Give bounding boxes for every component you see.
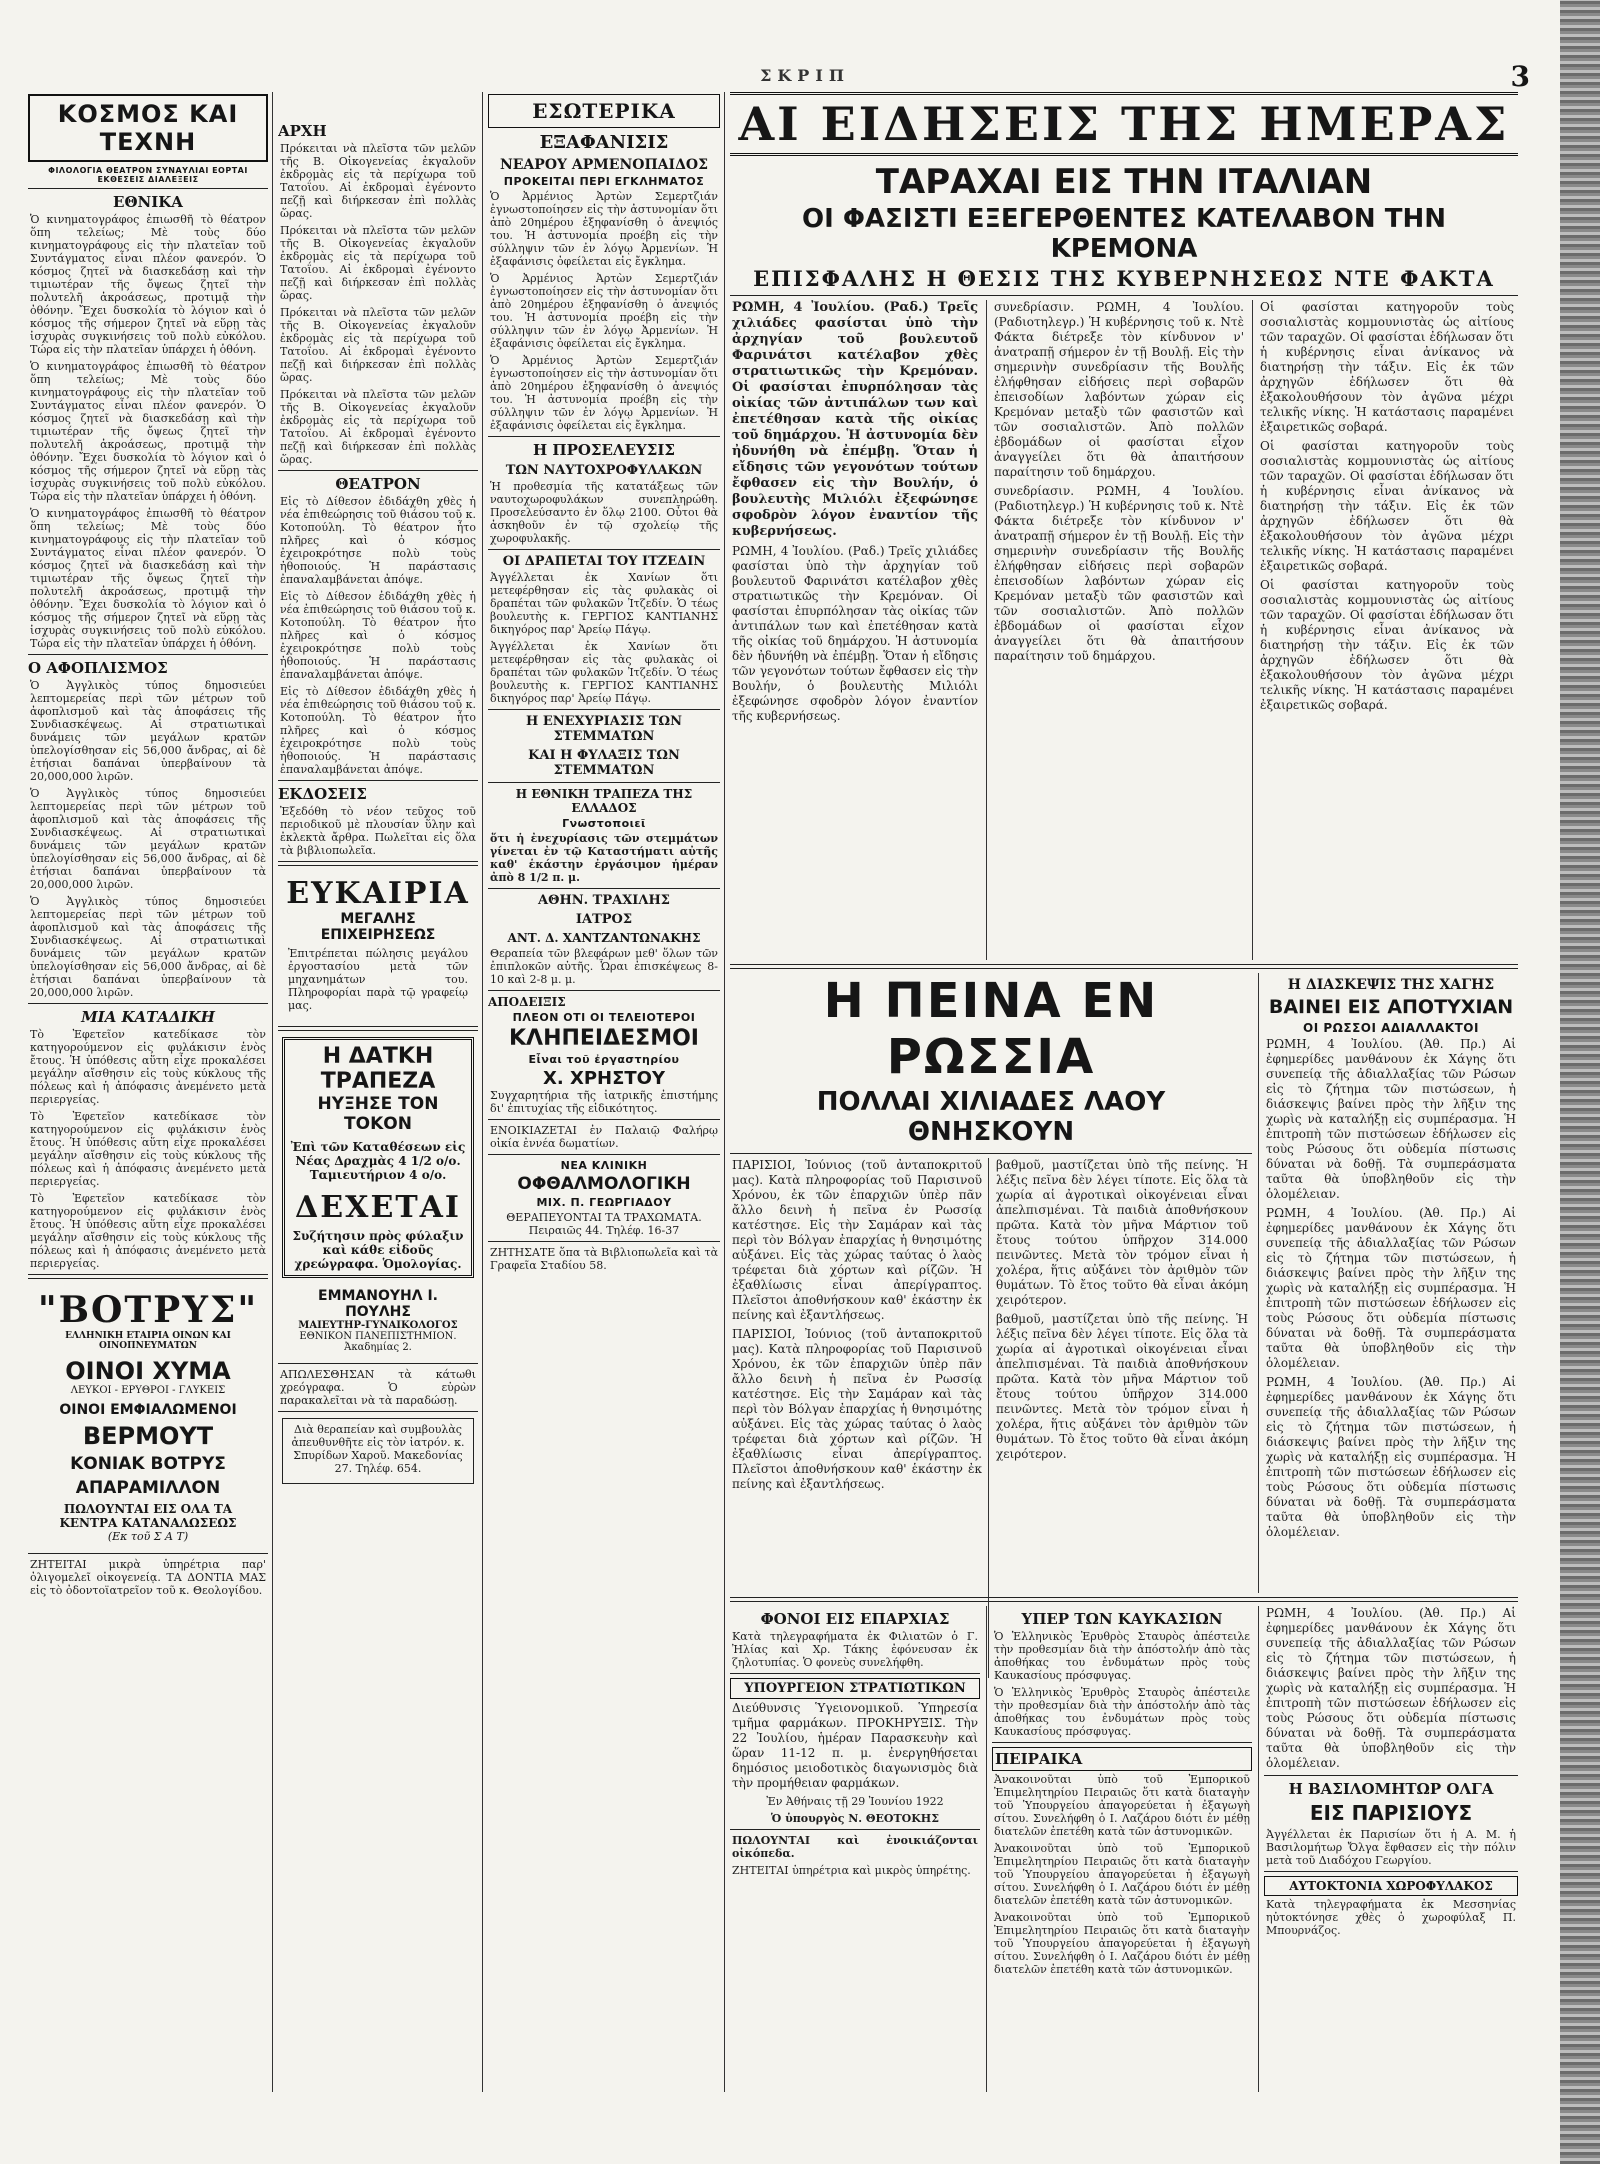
kauk-title: ΥΠΕΡ ΤΩΝ ΚΑΥΚΑΣΙΩΝ [1021, 1610, 1223, 1628]
autok-title: ΑΥΤΟΚΤΟΝΙΑ ΧΩΡΟΦΥΛΑΚΟΣ [1264, 1876, 1518, 1896]
famine-text-a2: ΠΑΡΙΣΙΟΙ, Ἰούνιος (τοῦ ἀνταποκριτοῦ μας). Κατὰ πληροφορίας τοῦ Παρισινοῦ Χρόνου, ἐκ τῶν ἐπαρχιῶν ὑπὲρ πᾶν ἄλλο δεινὴ ἡ πεῖνα ἐν Ρωσσίᾳ κατέστησε. Εἰς τὴν Σαμάραν καὶ τὰς περὶ τὸν Βόλγαν ἐπαρχίας ἡ θνησιμότης αὐξάνει. Εἰς τὰς χώρας ταύτας ὁ λαὸς τρέφεται διὰ χόρτων καὶ ρίζῶν. Ἡ ἐξαθλίωσις εἶναι ἀπερίγραπτος. Πλεῖστοι ἀποθνήσκουν καθ' ἑκάστην ἐκ πείνης καὶ ἐξαντλήσεως. [732, 1327, 982, 1491]
enoik-text: ΕΝΟΙΚΙΑΖΕΤΑΙ ἐν Παλαιῷ Φαλήρῳ οἰκία ἐννέα δωματίων. [490, 1124, 718, 1150]
trapeza-title: Η ΔΑΤΚΗ ΤΡΑΠΕΖΑ [320, 1044, 436, 1094]
famine-col-b [994, 1158, 1250, 1466]
eukairia-ad [282, 872, 474, 1020]
masthead-fragment: ΣΚΡΙΠ [760, 66, 850, 85]
botrys-line6: ΑΠΑΡΑΜΙΛΛΟΝ [75, 1478, 221, 1498]
vas-title: Η ΒΑΣΙΛΟΜΗΤΩΡ ΟΛΓΑ [1288, 1780, 1494, 1798]
hague-title: Η ΔΙΑΣΚΕΨΙΣ ΤΗΣ ΧΑΓΗΣ [1287, 977, 1495, 993]
foni-title: ΦΟΝΟΙ ΕΙΣ ΕΠΑΡΧΙΑΣ [760, 1610, 950, 1628]
iatros-text: Θεραπεία τῶν βλεφάρων μεθ' ὅλων τῶν ἐπιπλοκῶν αὐτῆς. Ὧραι ἐπισκέψεως 8-10 καὶ 2-8 μ. μ. [490, 947, 718, 986]
oftal-text: ΘΕΡΑΠΕΥΟΝΤΑΙ ΤΑ ΤΡΑΧΩΜΑΤΑ. Πειραιῶς 44. Τηλέφ. 16-37 [506, 1211, 702, 1237]
iatros-title: ΙΑΤΡΟΣ [575, 912, 633, 927]
italy-text-a: ΡΩΜΗ, 4 Ἰουλίου. (Ραδ.) Τρεῖς χιλιάδες φασίσται ὑπὸ τὴν ἀρχηγίαν τοῦ βουλευτοῦ Φαρινάτσι κατέλαβον χθὲς στρατιωτικῶς τὴν Κρεμόναν. Οἱ φασίσται ἐπυρπόλησαν τὰς οἰκίας τῶν ἀντιπάλων των καὶ ἐπετέθησαν κατὰ τῆς οἰκίας τοῦ δημάρχου. Ἡ ἀστυνομία δὲν ἠδυνήθη νὰ ἐπέμβῃ. Ὅταν ἡ εἴδησις τῶν γεγονότων τούτων ἔφθασεν εἰς τὴν Βουλήν, ὁ βουλευτὴς Μιλιόλι ἐξεφώνησε σφοδρὸν λόγον ἐναντίον τῆς κυβερνήσεως. [732, 300, 978, 539]
foni-text: Κατὰ τηλεγραφήματα ἐκ Φιλιατῶν ὁ Γ. Ἠλίας καὶ Χρ. Τάκης ἐφόνευσαν ἐκ ζηλοτυπίας. Ὁ φονεὺς συνελήφθη. [732, 1630, 978, 1669]
ex-text: Ὁ Ἀρμένιος Ἀρτὼν Σεμερτζιάν ἐγνωστοποίησεν εἰς τὴν ἀστυνομίαν ὅτι ἀπὸ 20ημέρου ἐξηφανίσθη ὁ ἀνεψιός του. Ἡ ἀστυνομία προέβη εἰς τὴν σύλληψιν τῶν ἐν λόγῳ Ἀρμενίων. Ἡ ἐξαφάνισις ὀφείλεται εἰς ἔγκλημα. [490, 190, 718, 268]
news-block [730, 92, 1518, 2092]
famine-section [730, 973, 1518, 1593]
famine-text-b: βαθμοῦ, μαστίζεται ὑπὸ τῆς πείνης. Ἡ λέξις πεῖνα δὲν λέγει τίποτε. Εἰς ὅλα τὰ χωρία αἱ ἀγροτικαὶ οἰκογένειαι εἶναι ἀπελπισμέναι. Τὰ παιδιὰ ἀποθνήσκουν πρῶτα. Κατὰ τὸν μῆνα Μάρτιον τοῦ ἔτους τούτου ὑπῆρχον 314.000 πεινῶντες. Μετὰ τὸν τρόμον εἶναι ἡ χολέρα, ἥτις αὐξάνει τὸν ἀριθμὸν τῶν θυμάτων. Τὸ ἔτος τοῦτο θὰ εἶναι ἀκόμη χειρότερον. [996, 1158, 1248, 1307]
bottom-col-b [992, 1606, 1252, 1980]
italy-col-c [1258, 300, 1516, 717]
ypourg-text: Διεύθυνσις Ὑγειονομικοῦ. Ὑπηρεσία τμῆμα φαρμάκων. ΠΡΟΚΗΡΥΞΙΣ. Τὴν 22 Ἰουλίου, ἡμέραν Παρασκευὴν καὶ ὥραν 11-12 π. μ. ἐνεργηθήσεται δημόσιος μειοδοτικὸς διαγωνισμὸς διὰ τὴν προμήθειαν φαρμάκων. [732, 1701, 978, 1790]
drap-title: ΟΙ ΔΡΑΠΕΤΑΙ ΤΟΥ ΙΤΖΕΔΙΝ [502, 554, 706, 569]
pros-text: Ἡ προθεσμία τῆς κατατάξεως τῶν ναυτοχωροφυλάκων συνεπληρώθη. Προσελεύσαντο ἐν ὅλῳ 2100. Οὗτοι θὰ ἀσκηθοῦν ἐν τῷ σχολείῳ τῆς χωροφυλακῆς. [490, 480, 718, 545]
famine-article [730, 973, 1252, 1678]
bottom-ad-text: Διὰ θεραπείαν καὶ συμβουλὰς ἀπευθυνθῆτε εἰς τὸν ἰατρόν. κ. Σπυρίδων Χαροῦ. Μακεδονίας 27. Τηλέφ. 654. [291, 1423, 465, 1475]
botrys-title: "ΒΟΤΡΥΣ" [37, 1289, 259, 1331]
ex-title: ΕΞΑΦΑΝΙΣΙΣ [539, 132, 669, 153]
vas-text: Ἀγγέλλεται ἐκ Παρισίων ὅτι ἡ Α. Μ. ἡ Βασιλομήτωρ Ὄλγα ἔφθασεν εἰς τὴν πόλιν μετὰ τοῦ Διαδόχου Γεωργίου. [1266, 1828, 1516, 1867]
newspaper-page [28, 92, 1518, 2092]
kauk-text2: Ὁ Ἑλληνικὸς Ἐρυθρὸς Σταυρὸς ἀπέστειλε τὴν προθεσμίαν διὰ τὴν ἀπόστολήν ἀπὸ τὰς ἀποθήκας του ἐνδυμάτων πρὸς τοὺς Καυκασίους πρόσφυγας. [994, 1686, 1250, 1738]
famine-col-a [730, 1158, 984, 1496]
ethnika-text-cont2: Ὁ κινηματογράφος ἐπιωσθῆ τὸ θέατρον ὅπη τελείως; Μὲ τοὺς δύο κινηματογράφους εἰς τὴν πλατεῖαν τοῦ Συντάγματος εἶναι πλέον φανερόν. Ὁ κόσμος ζητεῖ νὰ διασκεδάσῃ καὶ τὴν τιμιωτέραν τῆς ὄψεως ζητεῖ τὴν πολυτελῆ ἀκροάσεως, προτιμᾷ τὴν ὀθόνην. Ἔχει δυσκολία τὸ λόγιον καὶ ὁ κόσμος τῆς σήμερον ζητεῖ νὰ εὕρῃ τὰς ἰσχυρὰς συγκινήσεις τοῦ πολὺ εὐκόλου. Τώρα εἰς τὴν πλατεῖαν ὑπάρχει ἡ ὁθόνη. [30, 507, 266, 650]
news-banner: ΑΙ ΕΙΔΗΣΕΙΣ ΤΗΣ ΗΜΕΡΑΣ [730, 92, 1518, 156]
doctor-ad [282, 1284, 474, 1357]
apoleisthosan-text: ΑΠΩΛΕΣΘΗΣΑΝ τὰ κάτωθι χρεόγραφα. Ὁ εὑρὼν παρακαλεῖται νὰ τὰ παραδώσῃ. [280, 1368, 476, 1407]
trapeza-notice-sub: Γνωστοποιεῖ [562, 817, 646, 830]
italy-text-a2: ΡΩΜΗ, 4 Ἰουλίου. (Ραδ.) Τρεῖς χιλιάδες φασίσται ὑπὸ τὴν ἀρχηγίαν τοῦ βουλευτοῦ Φαρινάτσι κατέλαβον χθὲς στρατιωτικῶς τὴν Κρεμόναν. Οἱ φασίσται ἐπυρπόλησαν τὰς οἰκίας τῶν ἀντιπάλων των καὶ ἐπετέθησαν κατὰ τῆς οἰκίας τοῦ δημάρχου. Ἡ ἀστυνομία δὲν ἠδυνήθη νὰ ἐπέμβῃ. Ὅταν ἡ εἴδησις τῶν γεγονότων τούτων ἔφθασεν εἰς τὴν Βουλήν, ὁ βουλευτὴς Μιλιόλι ἐξεφώνησε σφοδρὸν λόγον ἐναντίον τῆς κυβερνήσεως. [732, 544, 978, 723]
kleip-name: Χ. ΧΡΗΣΤΟΥ [542, 1068, 666, 1089]
ex-title2: ΝΕΑΡΟΥ ΑΡΜΕΝΟΠΑΙΔΟΣ [499, 157, 709, 173]
eukairia-title: ΕΥΚΑΙΡΙΑ [286, 876, 470, 911]
trapeza-sub: ΗΥΞΗΣΕ ΤΟΝ ΤΟΚΟΝ [317, 1094, 439, 1134]
ex-text-cont2: Ὁ Ἀρμένιος Ἀρτὼν Σεμερτζιάν ἐγνωστοποίησεν εἰς τὴν ἀστυνομίαν ὅτι ἀπὸ 20ημέρου ἐξηφανίσθη ὁ ἀνεψιός του. Ἡ ἀστυνομία προέβη εἰς τὴν σύλληψιν τῶν ἐν λόγῳ Ἀρμενίων. Ἡ ἐξαφάνισις ὀφείλεται εἰς ἔγκλημα. [490, 354, 718, 432]
ekdoseis-text: Ἐξεδόθη τὸ νέον τεῦχος τοῦ περιοδικοῦ μὲ πλουσίαν ὕλην καὶ ἐκλεκτὰ ἄρθρα. Πωλεῖται εἰς ὅλα τὰ βιβλιοπωλεῖα. [280, 805, 476, 857]
zhteitai2-text: ΖΗΤΕΙΤΑΙ ὑπηρέτρια καὶ μικρὸς ὑπηρέτης. [732, 1864, 971, 1877]
hague-cont: ΡΩΜΗ, 4 Ἰουλίου. (Ἀθ. Πρ.) Αἱ ἐφημερίδες μανθάνουν ἐκ Χάγης ὅτι συνεπείᾳ τῆς ἀδιαλλαξίας τῶν Ρώσων εἰς τὸ ζήτημα τῶν πιστώσεων, ἡ διάσκεψις βαίνει πρὸς τὴν λῆξιν της χωρὶς νὰ καταλήξῃ εἰς συμπέρασμα. Ἡ ἐπιτροπὴ τῶν πιστώσεων ἐδήλωσεν εἰς τοὺς Ρώσους ὅτι οὐδεμία πίστωσις δύναται νὰ δοθῇ. Τὰ συμπεράσματα ταῦτα θὰ ὑποβληθοῦν εἰς τὴν ὁλομέλειαν. [1266, 1606, 1516, 1770]
botrys-line1: ΟΙΝΟΙ ΧΥΜΑ [65, 1357, 231, 1385]
famine-columns [730, 1158, 1252, 1678]
botrys-line4: ΒΕΡΜΟΥΤ [82, 1422, 214, 1450]
eukairia-text: Ἐπιτρέπεται πώλησις μεγάλου ἐργοστασίου μετὰ τῶν μηχανημάτων του. Πληροφορίαι παρὰ τῷ γραφείῳ μας. [288, 947, 468, 1012]
bottom-ad-col2 [282, 1418, 474, 1484]
doctor-sub: ΜΑΙΕΥΤΗΡ-ΓΥΝΑΙΚΟΛΟΓΟΣ [298, 1320, 458, 1331]
kleip-text: Συγχαρητήρια τῆς ἰατρικῆς ἐπιστήμης δι' ἐπιτυχίας τῆς εἰδικότητος. [490, 1089, 718, 1115]
katadikh-text-cont2: Τὸ Ἐφετεῖον κατεδίκασε τὸν κατηγορούμενον εἰς φυλάκισιν ἑνὸς ἔτους. Ἡ ὑπόθεσις αὕτη εἶχε προκαλέσει μεγάλην αἴσθησιν εἰς τοὺς κύκλους τῆς πόλεως καὶ ἡ ἀπόφασις ἀνεμένετο μετὰ περιεργείας. [30, 1192, 266, 1270]
section-subtitle: ΦΙΛΟΛΟΓΙΑ ΘΕΑΤΡΟΝ ΣΥΝΑΥΛΙΑΙ ΕΟΡΤΑΙ ΕΚΘΕΣΕΙΣ ΔΙΑΛΕΞΕΙΣ [48, 166, 248, 184]
hague-article [1264, 973, 1518, 1544]
section-title-kosmos: ΚΟΣΜΟΣ ΚΑΙ ΤΕΧΝΗ [28, 94, 268, 162]
afoplismos-title: Ο ΑΦΟΠΛΙΣΜΟΣ [28, 659, 168, 677]
botrys-sub: ΕΛΛΗΝΙΚΗ ΕΤΑΙΡΙΑ ΟΙΝΩΝ ΚΑΙ ΟΙΝΟΠΝΕΥΜΑΤΩΝ [65, 1331, 231, 1351]
afoplismos-text-cont2: Ὁ Ἀγγλικὸς τύπος δημοσιεύει λεπτομερείας περὶ τῶν μέτρων τοῦ ἀφοπλισμοῦ καὶ τὰς ἀποφάσεις τῆς Συνδιασκέψεως. Αἱ στρατιωτικαὶ δυνάμεις τῶν μεγάλων κρατῶν ὑπελογίσθησαν εἰς 56,000 ἄνδρας, αἱ δὲ ἐτήσιαι δαπάναι ὑπερβαίνουν τὰ 20,000,000 λιρῶν. [30, 895, 266, 999]
iatros-name2: ΑΝΤ. Δ. ΧΑΝΤΖΑΝΤΩΝΑΚΗΣ [507, 931, 701, 945]
klinikh-title: ΝΕΑ ΚΛΙΝΙΚΗ [560, 1159, 648, 1172]
ethnika-text-cont: Ὁ κινηματογράφος ἐπιωσθῆ τὸ θέατρον ὅπη τελείως; Μὲ τοὺς δύο κινηματογράφους εἰς τὴν πλατεῖαν τοῦ Συντάγματος εἶναι πλέον φανερόν. Ὁ κόσμος ζητεῖ νὰ διασκεδάσῃ καὶ τὴν τιμιωτέραν τῆς ὄψεως ζητεῖ τὴν πολυτελῆ ἀκροάσεως, προτιμᾷ τὴν ὀθόνην. Ἔχει δυσκολία τὸ λόγιον καὶ ὁ κόσμος τῆς σήμερον ζητεῖ νὰ εὕρῃ τὰς ἰσχυρὰς συγκινήσεις τοῦ πολὺ εὐκόλου. Τώρα εἰς τὴν πλατεῖαν ὑπάρχει ἡ ὁθόνη. [30, 360, 266, 503]
apodeixis-sub: ΠΛΕΟΝ ΟΤΙ ΟΙ ΤΕΛΕΙΟΤΕΡΟΙ [512, 1011, 696, 1024]
hague-sub: ΒΑΙΝΕΙ ΕΙΣ ΑΠΟΤΥΧΙΑΝ [1268, 996, 1514, 1018]
ypourg-title: ΥΠΟΥΡΓΕΙΟΝ ΣΤΡΑΤΙΩΤΙΚΩΝ [730, 1678, 980, 1699]
italy-h3: ΕΠΙΣΦΑΛΗΣ Η ΘΕΣΙΣ ΤΗΣ ΚΥΒΕΡΝΗΣΕΩΣ ΝΤΕ ΦΑΚΤΑ [753, 266, 1495, 291]
famine-title: Η ΠΕΙΝΑ ΕΝ ΡΩΣΣΙΑ [823, 973, 1159, 1085]
hague-text: ΡΩΜΗ, 4 Ἰουλίου. (Ἀθ. Πρ.) Αἱ ἐφημερίδες μανθάνουν ἐκ Χάγης ὅτι συνεπείᾳ τῆς ἀδιαλλαξίας τῶν Ρώσων εἰς τὸ ζήτημα τῶν πιστώσεων, ἡ διάσκεψις βαίνει πρὸς τὴν λῆξιν της χωρὶς νὰ καταλήξῃ εἰς συμπέρασμα. Ἡ ἐπιτροπὴ τῶν πιστώσεων ἐδήλωσεν εἰς τοὺς Ρώσους ὅτι οὐδεμία πίστωσις δύναται νὰ δοθῇ. Τὰ συμπεράσματα ταῦτα θὰ ὑποβληθοῦν εἰς τὴν ὁλομέλειαν. [1266, 1037, 1516, 1201]
italy-text-c: Οἱ φασίσται κατηγοροῦν τοὺς σοσιαλιστὰς κομμουνιστὰς ὡς αἰτίους τῶν ταραχῶν. Οἱ φασίσται ἐδήλωσαν ὅτι ἡ κυβέρνησις εἶναι ἀνίκανος νὰ διατηρήσῃ τὴν τάξιν. Εἰς ἐκ τῶν ἀρχηγῶν ἐδήλωσεν ὅτι θὰ ἐξακολουθήσουν τὸν ἀγῶνα μέχρι τελικῆς νίκης. Ἡ κατάστασις παραμένει ἐξαιρετικῶς σοβαρά. [1260, 300, 1514, 434]
famine-sub: ΠΟΛΛΑΙ ΧΙΛΙΑΔΕΣ ΛΑΟΥ ΘΝΗΣΚΟΥΝ [816, 1087, 1166, 1147]
column-3 [488, 92, 720, 2092]
italy-text-b2: συνεδρίασιν. ΡΩΜΗ, 4 Ἰουλίου. (Ραδιοτηλεγρ.) Ἡ κυβέρνησις τοῦ κ. Ντὲ Φάκτα διέτρεξε τὸν κίνδυνον ν' ἀνατραπῇ σήμερον ἐν τῇ Βουλῇ. Εἰς τὴν σημερινὴν συνεδρίασιν τῆς Βουλῆς ἐλήφθησαν εἰδήσεις περὶ σοβαρῶν ἐπεισοδίων λαβόντων χώραν εἰς Κρεμόναν μεταξὺ τῶν φασιστῶν καὶ τῶν σοσιαλιστῶν. Ἀπὸ πολλῶν ἐβδομάδων οἱ φασίσται εἶχον ἀναγγείλει ὅτι θὰ ἀπαιτήσουν παραίτησιν τοῦ δημάρχου. [994, 484, 1244, 663]
ypourg-date: Ἐν Ἀθήναις τῇ 29 Ἰουνίου 1922 [766, 1795, 944, 1808]
eswterika-title: ΕΣΩΤΕΡΙΚΑ [488, 94, 720, 128]
page-number: 3 [1510, 60, 1530, 93]
classifieds-col1: ΖΗΤΕΙΤΑΙ μικρὰ ὑπηρέτρια παρ' ὀλιγομελεῖ οἰκογενείᾳ. ΤΑ ΔΟΝΤΙΑ ΜΑΣ εἰς τὸ ὀδοντοϊατρεῖον τοῦ κ. Θεολογίδου. [30, 1558, 266, 1597]
stemm-title2: ΚΑΙ Η ΦΥΛΑΞΙΣ ΤΩΝ ΣΤΕΜΜΑΤΩΝ [528, 748, 680, 778]
ekdoseis-title: ΕΚΔΟΣΕΙΣ [278, 785, 367, 803]
autok-text: Κατὰ τηλεγραφήματα ἐκ Μεσσηνίας ηὐτοκτόνησε χθὲς ὁ χωροφύλαξ Π. Μπουρνάζος. [1266, 1898, 1516, 1937]
famine-text-b2: βαθμοῦ, μαστίζεται ὑπὸ τῆς πείνης. Ἡ λέξις πεῖνα δὲν λέγει τίποτε. Εἰς ὅλα τὰ χωρία αἱ ἀγροτικαὶ οἰκογένειαι εἶναι ἀπελπισμέναι. Τὰ παιδιὰ ἀποθνήσκουν πρῶτα. Κατὰ τὸν μῆνα Μάρτιον τοῦ ἔτους τούτου ὑπῆρχον 314.000 πεινῶντες. Μετὰ τὸν τρόμον εἶναι ἡ χολέρα, ἥτις αὐξάνει τὸν ἀριθμὸν τῶν θυμάτων. Τὸ ἔτος τοῦτο θὰ εἶναι ἀκόμη χειρότερον. [996, 1312, 1248, 1461]
ethnika-title: ΕΘΝΙΚΑ [113, 193, 183, 211]
oftal-name: ΜΙΧ. Π. ΓΕΩΡΓΙΑΔΟΥ [536, 1196, 672, 1209]
botrys-line3: ΟΙΝΟΙ ΕΜΦΙΑΛΩΜΕΝΟΙ [59, 1402, 237, 1418]
italy-h1: ΤΑΡΑΧΑΙ ΕΙΣ ΤΗΝ ΙΤΑΛΙΑΝ [875, 162, 1373, 202]
dexetai-text: Συζήτησιν πρὸς φύλαξιν καὶ κάθε εἰδοῦς χρεώγραφα. Ὁμολογίας. [292, 1229, 464, 1271]
zhteitai-col3: ΖΗΤΗΣΑΤΕ ὅπα τὰ Βιβλιοπωλεῖα καὶ τὰ Γραφεῖα Σταδίου 58. [490, 1246, 718, 1272]
peiraika-title: ΠΕΙΡΑΙΚΑ [992, 1747, 1252, 1771]
kleip-title: ΚΛΗΠΕΙΔΕΣΜΟΙ [509, 1026, 699, 1051]
trapeza-text: Ἐπὶ τῶν Καταθέσεων εἰς Νέας Δραχμὰς 4 1/2 ο/ο. Ταμιευτήριον 4 ο/ο. [290, 1140, 466, 1182]
ethnika-text: Ὁ κινηματογράφος ἐπιωσθῆ τὸ θέατρον ὅπη τελείως; Μὲ τοὺς δύο κινηματογράφους εἰς τὴν πλατεῖαν τοῦ Συντάγματος εἶναι πλέον φανερόν. Ὁ κόσμος ζητεῖ νὰ διασκεδάσῃ καὶ τὴν τιμιωτέραν τῆς ὄψεως ζητεῖ τὴν πολυτελῆ ἀκροάσεως, προτιμᾷ τὴν ὀθόνην. Ἔχει δυσκολία τὸ λόγιον καὶ ὁ κόσμος τῆς σήμερον ζητεῖ νὰ εὕρῃ τὰς ἰσχυρὰς συγκινήσεις τοῦ πολὺ εὐκόλου. Τώρα εἰς τὴν πλατεῖαν ὑπάρχει ἡ ὁθόνη. [30, 213, 266, 356]
theatron-title: ΘΕΑΤΡΟΝ [335, 475, 421, 493]
italy-text-c2: Οἱ φασίσται κατηγοροῦν τοὺς σοσιαλιστὰς κομμουνιστὰς ὡς αἰτίους τῶν ταραχῶν. Οἱ φασίσται ἐδήλωσαν ὅτι ἡ κυβέρνησις εἶναι ἀνίκανος νὰ διατηρήσῃ τὴν τάξιν. Εἰς ἐκ τῶν ἀρχηγῶν ἐδήλωσεν ὅτι θὰ ἐξακολουθήσουν τὸν ἀγῶνα μέχρι τελικῆς νίκης. Ἡ κατάστασις παραμένει ἐξαιρετικῶς σοβαρά. [1260, 439, 1514, 573]
botrys-line5: ΚΟΝΙΑΚ ΒΟΤΡΥΣ [70, 1454, 226, 1474]
arxh-text-cont3: Πρόκειται νὰ πλεῖστα τῶν μελῶν τῆς Β. Οἰκογενείας ἐκγαλοῦν ἐκδρομὰς εἰς τὰ περίχωρα τοῦ Τατοΐου. Αἱ ἐκδρομαὶ ἐγένοντο πεζῇ καὶ διήρκεσαν ἐπὶ πολλὰς ὥρας. [280, 388, 476, 466]
trapeza-ad [282, 1037, 474, 1278]
ex-text-cont: Ὁ Ἀρμένιος Ἀρτὼν Σεμερτζιάν ἐγνωστοποίησεν εἰς τὴν ἀστυνομίαν ὅτι ἀπὸ 20ημέρου ἐξηφανίσθη ὁ ἀνεψιός του. Ἡ ἀστυνομία προέβη εἰς τὴν σύλληψιν τῶν ἐν λόγῳ Ἀρμενίων. Ἡ ἐξαφάνισις ὀφείλεται εἰς ἔγκλημα. [490, 272, 718, 350]
peiraika-text3: Ἀνακοινοῦται ὑπὸ τοῦ Ἐμπορικοῦ Ἐπιμελητηρίου Πειραιῶς ὅτι κατὰ διαταγὴν τοῦ Ὑπουργείου ἀπαγορεύεται ἡ ἐξαγωγὴ σίτου. Συνελήφθη ὁ Ι. Λαζάρου διότι ἐν μέθῃ διατελῶν ἐπετέθη κατὰ τῶν ἀστυνομικῶν. [994, 1911, 1250, 1976]
vas-sub: ΕΙΣ ΠΑΡΙΣΙΟΥΣ [1309, 1801, 1473, 1825]
katadikh-text-cont: Τὸ Ἐφετεῖον κατεδίκασε τὸν κατηγορούμενον εἰς φυλάκισιν ἑνὸς ἔτους. Ἡ ὑπόθεσις αὕτη εἶχε προκαλέσει μεγάλην αἴσθησιν εἰς τοὺς κύκλους τῆς πόλεως καὶ ἡ ἀπόφασις ἀνεμένετο μετὰ περιεργείας. [30, 1110, 266, 1188]
pros-sub: ΤΩΝ ΝΑΥΤΟΧΡΟΦΥΛΑΚΩΝ [505, 463, 703, 478]
botrys-ad [32, 1285, 264, 1547]
bottom-col-a [730, 1606, 980, 1881]
katadikh-title: ΜΙΑ ΚΑΤΑΔΙΚΗ [81, 1008, 215, 1026]
italy-text-c3: Οἱ φασίσται κατηγοροῦν τοὺς σοσιαλιστὰς κομμουνιστὰς ὡς αἰτίους τῶν ταραχῶν. Οἱ φασίσται ἐδήλωσαν ὅτι ἡ κυβέρνησις εἶναι ἀνίκανος νὰ διατηρήσῃ τὴν τάξιν. Εἰς ἐκ τῶν ἀρχηγῶν ἐδήλωσεν ὅτι θὰ ἐξακολουθήσουν τὸν ἀγῶνα μέχρι τελικῆς νίκης. Ἡ κατάστασις παραμένει ἐξαιρετικῶς σοβαρά. [1260, 578, 1514, 712]
iatros-name1: ΑΘΗΝ. ΤΡΑΧΙΛΗΣ [538, 893, 670, 908]
doctor-name: ΕΜΜΑΝΟΥΗΛ Ι. ΠΟΥΛΗΣ [318, 1288, 438, 1320]
eukairia-sub: ΜΕΓΑΛΗΣ ΕΠΙΧΕΙΡΗΣΕΩΣ [320, 911, 436, 943]
peiraika-text2: Ἀνακοινοῦται ὑπὸ τοῦ Ἐμπορικοῦ Ἐπιμελητηρίου Πειραιῶς ὅτι κατὰ διαταγὴν τοῦ Ὑπουργείου ἀπαγορεύεται ἡ ἐξαγωγὴ σίτου. Συνελήφθη ὁ Ι. Λαζάρου διότι ἐν μέθῃ διατελῶν ἐπετέθη κατὰ τῶν ἀστυνομικῶν. [994, 1842, 1250, 1907]
kleip-sub: Εἶναι τοῦ ἐργαστηρίου [528, 1053, 680, 1066]
afoplismos-text-cont: Ὁ Ἀγγλικὸς τύπος δημοσιεύει λεπτομερείας περὶ τῶν μέτρων τοῦ ἀφοπλισμοῦ καὶ τὰς ἀποφάσεις τῆς Συνδιασκέψεως. Αἱ στρατιωτικαὶ δυνάμεις τῶν μεγάλων κρατῶν ὑπελογίσθησαν εἰς 56,000 ἄνδρας, αἱ δὲ ἐτήσιαι δαπάναι ὑπερβαίνουν τὰ 20,000,000 λιρῶν. [30, 787, 266, 891]
hague-text3: ΡΩΜΗ, 4 Ἰουλίου. (Ἀθ. Πρ.) Αἱ ἐφημερίδες μανθάνουν ἐκ Χάγης ὅτι συνεπείᾳ τῆς ἀδιαλλαξίας τῶν Ρώσων εἰς τὸ ζήτημα τῶν πιστώσεων, ἡ διάσκεψις βαίνει πρὸς τὴν λῆξιν της χωρὶς νὰ καταλήξῃ εἰς συμπέρασμα. Ἡ ἐπιτροπὴ τῶν πιστώσεων ἐδήλωσεν εἰς τοὺς Ρώσους ὅτι οὐδεμία πίστωσις δύναται νὰ δοθῇ. Τὰ συμπεράσματα ταῦτα θὰ ὑποβληθοῦν εἰς τὴν ὁλομέλειαν. [1266, 1375, 1516, 1539]
trapeza-notice-title: Η ΕΘΝΙΚΗ ΤΡΑΠΕΖΑ ΤΗΣ ΕΛΛΑΔΟΣ [515, 787, 693, 815]
arxh-text-cont2: Πρόκειται νὰ πλεῖστα τῶν μελῶν τῆς Β. Οἰκογενείας ἐκγαλοῦν ἐκδρομὰς εἰς τὰ περίχωρα τοῦ Τατοΐου. Αἱ ἐκδρομαὶ ἐγένοντο πεζῇ καὶ διήρκεσαν ἐπὶ πολλὰς ὥρας. [280, 306, 476, 384]
dexetai-title: ΔΕΧΕΤΑΙ [295, 1190, 461, 1225]
italy-text-b: συνεδρίασιν. ΡΩΜΗ, 4 Ἰουλίου. (Ραδιοτηλεγρ.) Ἡ κυβέρνησις τοῦ κ. Ντὲ Φάκτα διέτρεξε τὸν κίνδυνον ν' ἀνατραπῇ σήμερον ἐν τῇ Βουλῇ. Εἰς τὴν σημερινὴν συνεδρίασιν τῆς Βουλῆς ἐλήφθησαν εἰδήσεις περὶ σοβαρῶν ἐπεισοδίων λαβόντων χώραν εἰς Κρεμόναν μεταξὺ τῶν φασιστῶν καὶ τῶν σοσιαλιστῶν. Ἀπὸ πολλῶν ἐβδομάδων οἱ φασίσται εἶχον ἀναγγείλει ὅτι θὰ ἀπαιτήσουν παραίτησιν τοῦ δημάρχου. [994, 300, 1244, 479]
pros-title: Η ΠΡΟΣΕΛΕΥΣΙΣ [533, 441, 675, 459]
polountai-text: ΠΩΛΟΥΝΤΑΙ καὶ ἐνοικιάζονται οἰκόπεδα. [732, 1834, 978, 1860]
botrys-line8: (Εκ τοῦ Σ Α Τ) [107, 1530, 189, 1543]
arxh-text-cont: Πρόκειται νὰ πλεῖστα τῶν μελῶν τῆς Β. Οἰκογενείας ἐκγαλοῦν ἐκδρομὰς εἰς τὰ περίχωρα τοῦ Τατοΐου. Αἱ ἐκδρομαὶ ἐγένοντο πεζῇ καὶ διήρκεσαν ἐπὶ πολλὰς ὥρας. [280, 224, 476, 302]
botrys-line7: ΠΩΛΟΥΝΤΑΙ ΕΙΣ ΟΛΑ ΤΑ ΚΕΝΤΡΑ ΚΑΤΑΝΑΛΩΣΕΩΣ [59, 1502, 237, 1530]
trapeza-notice-text: ὅτι ἡ ἐνεχυρίασις τῶν στεμμάτων γίνεται ἐν τῷ Καταστήματι αὐτῆς καθ' ἑκάστην ἐργάσιμον ἡμέραν ἀπὸ 8 1/2 π. μ. [490, 832, 718, 884]
ex-sub: ΠΡΟΚΕΙΤΑΙ ΠΕΡΙ ΕΓΚΛΗΜΑΤΟΣ [503, 175, 705, 188]
hague-sub2: ΟΙ ΡΩΣΣΟΙ ΑΔΙΑΛΛΑΚΤΟΙ [1303, 1021, 1479, 1035]
column-2 [278, 92, 478, 2092]
doctor-text: ΕΘΝΙΚΟΝ ΠΑΝΕΠΙΣΤΗΜΙΟΝ. Ἀκαδημίας 2. [299, 1331, 457, 1353]
botrys-line2: ΛΕΥΚΟΙ - ΕΡΥΘΡΟΙ - ΓΛΥΚΕΙΣ [70, 1385, 226, 1396]
bottom-col-c [1264, 1606, 1518, 1941]
theatron-text-cont: Εἰς τὸ Δίθεσον ἐδιδάχθη χθὲς ἡ νέα ἐπιθεώρησις τοῦ θιάσου τοῦ κ. Κοτοπούλη. Τὸ θέατρον ἦτο πλῆρες καὶ ὁ κόσμος ἐχειροκρότησε πολὺ τοὺς ἠθοποιούς. Ἡ παράστασις ἐπαναλαμβάνεται ἀπόψε. [280, 590, 476, 681]
peiraika-text: Ἀνακοινοῦται ὑπὸ τοῦ Ἐμπορικοῦ Ἐπιμελητηρίου Πειραιῶς ὅτι κατὰ διαταγὴν τοῦ Ὑπουργείου ἀπαγορεύεται ἡ ἐξαγωγὴ σίτου. Συνελήφθη ὁ Ι. Λαζάρου διότι ἐν μέθῃ διατελῶν ἐπετέθη κατὰ τῶν ἀστυνομικῶν. [994, 1773, 1250, 1838]
stemm-title: Η ΕΝΕΧΥΡΙΑΣΙΣ ΤΩΝ ΣΤΕΜΜΑΤΩΝ [526, 714, 682, 744]
famine-text-a: ΠΑΡΙΣΙΟΙ, Ἰούνιος (τοῦ ἀνταποκριτοῦ μας). Κατὰ πληροφορίας τοῦ Παρισινοῦ Χρόνου, ἐκ τῶν ἐπαρχιῶν ὑπὲρ πᾶν ἄλλο δεινὴ ἡ πεῖνα ἐν Ρωσσίᾳ κατέστησε. Εἰς τὴν Σαμάραν καὶ τὰς περὶ τὸν Βόλγαν ἐπαρχίας ἡ θνησιμότης αὐξάνει. Εἰς τὰς χώρας ταύτας ὁ λαὸς τρέφεται διὰ χόρτων καὶ ρίζῶν. Ἡ ἐξαθλίωσις εἶναι ἀπερίγραπτος. Πλεῖστοι ἀποθνήσκουν καθ' ἑκάστην ἐκ πείνης καὶ ἐξαντλήσεως. [732, 1158, 982, 1322]
oftal-title: ΟΦΘΑΛΜΟΛΟΓΙΚΗ [517, 1174, 691, 1194]
bottom-section [730, 1606, 1518, 2092]
drap-text: Ἀγγέλλεται ἐκ Χανίων ὅτι μετεφέρθησαν εἰς τὰς φυλακὰς οἱ δραπέται τῶν φυλακῶν Ἰτζεδίν. Ὁ τέως βουλευτὴς κ. ΓΕΡΓΙΟΣ ΚΑΝΤΙΑΝΗΣ δικηγόρος παρ' Ἀρείῳ Πάγῳ. [490, 571, 718, 636]
arxh-title: ΑΡΧΗ [278, 122, 327, 140]
theatron-text: Εἰς τὸ Δίθεσον ἐδιδάχθη χθὲς ἡ νέα ἐπιθεώρησις τοῦ θιάσου τοῦ κ. Κοτοπούλη. Τὸ θέατρον ἦτο πλῆρες καὶ ὁ κόσμος ἐχειροκρότησε πολὺ τοὺς ἠθοποιούς. Ἡ παράστασις ἐπαναλαμβάνεται ἀπόψε. [280, 495, 476, 586]
arxh-text: Πρόκειται νὰ πλεῖστα τῶν μελῶν τῆς Β. Οἰκογενείας ἐκγαλοῦν ἐκδρομὰς εἰς τὰ περίχωρα τοῦ Τατοΐου. Αἱ ἐκδρομαὶ ἐγένοντο πεζῇ καὶ διήρκεσαν ἐπὶ πολλὰς ὥρας. [280, 142, 476, 220]
italy-columns [730, 300, 1518, 960]
katadikh-text: Τὸ Ἐφετεῖον κατεδίκασε τὸν κατηγορούμενον εἰς φυλάκισιν ἑνὸς ἔτους. Ἡ ὑπόθεσις αὕτη εἶχε προκαλέσει μεγάλην αἴσθησιν εἰς τοὺς κύκλους τῆς πόλεως καὶ ἡ ἀπόφασις ἀνεμένετο μετὰ περιεργείας. [30, 1028, 266, 1106]
italy-col-a [730, 300, 980, 728]
afoplismos-text: Ὁ Ἀγγλικὸς τύπος δημοσιεύει λεπτομερείας περὶ τῶν μέτρων τοῦ ἀφοπλισμοῦ καὶ τὰς ἀποφάσεις τῆς Συνδιασκέψεως. Αἱ στρατιωτικαὶ δυνάμεις τῶν μεγάλων κρατῶν ὑπελογίσθησαν εἰς 56,000 ἄνδρας, αἱ δὲ ἐτήσιαι δαπάναι ὑπερβαίνουν τὰ 20,000,000 λιρῶν. [30, 679, 266, 783]
ypourg-sign: Ὁ ὑπουργὸς Ν. ΘΕΟΤΟΚΗΣ [771, 1812, 939, 1825]
column-1 [28, 92, 268, 2092]
theatron-text-cont2: Εἰς τὸ Δίθεσον ἐδιδάχθη χθὲς ἡ νέα ἐπιθεώρησις τοῦ θιάσου τοῦ κ. Κοτοπούλη. Τὸ θέατρον ἦτο πλῆρες καὶ ὁ κόσμος ἐχειροκρότησε πολὺ τοὺς ἠθοποιούς. Ἡ παράστασις ἐπαναλαμβάνεται ἀπόψε. [280, 685, 476, 776]
apodeixis-title: ΑΠΟΔΕΙΞΙΣ [488, 995, 566, 1009]
kauk-text: Ὁ Ἑλληνικὸς Ἐρυθρὸς Σταυρὸς ἀπέστειλε τὴν προθεσμίαν διὰ τὴν ἀπόστολήν ἀπὸ τὰς ἀποθήκας του ἐνδυμάτων πρὸς τοὺς Καυκασίους πρόσφυγας. [994, 1630, 1250, 1682]
italy-col-b [992, 300, 1246, 668]
drap-text-cont: Ἀγγέλλεται ἐκ Χανίων ὅτι μετεφέρθησαν εἰς τὰς φυλακὰς οἱ δραπέται τῶν φυλακῶν Ἰτζεδίν. Ὁ τέως βουλευτὴς κ. ΓΕΡΓΙΟΣ ΚΑΝΤΙΑΝΗΣ δικηγόρος παρ' Ἀρείῳ Πάγῳ. [490, 640, 718, 705]
scan-edge [1560, 0, 1600, 2164]
hague-text2: ΡΩΜΗ, 4 Ἰουλίου. (Ἀθ. Πρ.) Αἱ ἐφημερίδες μανθάνουν ἐκ Χάγης ὅτι συνεπείᾳ τῆς ἀδιαλλαξίας τῶν Ρώσων εἰς τὸ ζήτημα τῶν πιστώσεων, ἡ διάσκεψις βαίνει πρὸς τὴν λῆξιν της χωρὶς νὰ καταλήξῃ εἰς συμπέρασμα. Ἡ ἐπιτροπὴ τῶν πιστώσεων ἐδήλωσεν εἰς τοὺς Ρώσους ὅτι οὐδεμία πίστωσις δύναται νὰ δοθῇ. Τὰ συμπεράσματα ταῦτα θὰ ὑποβληθοῦν εἰς τὴν ὁλομέλειαν. [1266, 1206, 1516, 1370]
italy-h2: ΟΙ ΦΑΣΙΣΤΙ ΕΞΕΓΕΡΘΕΝΤΕΣ ΚΑΤΕΛΑΒΟΝ ΤΗΝ ΚΡΕΜΟΝΑ [802, 204, 1446, 264]
